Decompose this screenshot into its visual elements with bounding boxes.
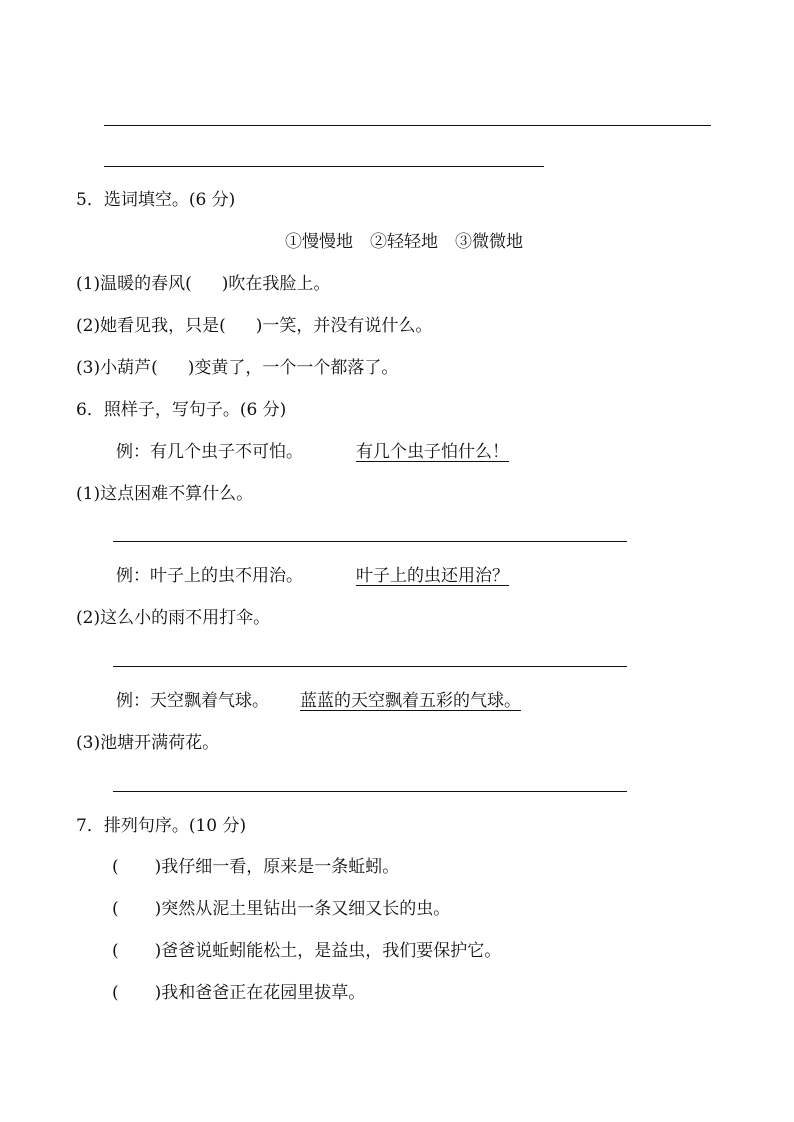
q7-sentence-4: [112, 983, 365, 1003]
q6-example-2-answer: 叶子上的虫还用治？: [356, 566, 509, 586]
q5-item-3-prefix: (3)小葫芦(: [76, 358, 158, 378]
q6-example-1-prompt: 例：有几个虫子不可怕。: [116, 442, 303, 462]
q7-sentence-2-text: )突然从泥土里钻出一条又细又长的虫。: [154, 899, 451, 919]
q7-sentence-2-open: (: [112, 899, 119, 919]
q6-example-1-answer: 有几个虫子怕什么！: [356, 442, 509, 462]
q6-item-1: (1)这点困难不算什么。: [76, 484, 254, 504]
q6-item-2: (2)这么小的雨不用打伞。: [76, 608, 271, 628]
q7-sentence-1-open: (: [112, 857, 119, 877]
q7-sentence-2: [112, 899, 450, 919]
q6-item-2-answer-line[interactable]: [113, 666, 627, 667]
q7-sentence-4-text: )我和爸爸正在花园里拔草。: [154, 983, 366, 1003]
q6-title: 6．照样子，写句子。(6 分): [76, 400, 287, 420]
q7-sentence-1-text: )我仔细一看，原来是一条蚯蚓。: [154, 857, 400, 877]
q5-title: 5．选词填空。(6 分): [76, 190, 236, 210]
q5-item-1-suffix: )吹在我脸上。: [221, 274, 331, 294]
q5-item-3-suffix: )变黄了，一个一个都落了。: [187, 358, 399, 378]
q7-sentence-3: [112, 941, 501, 961]
q7-sentence-3-text: )爸爸说蚯蚓能松土，是益虫，我们要保护它。: [154, 941, 502, 961]
answer-line-top-2[interactable]: [104, 166, 544, 167]
q6-example-3-prompt: 例：天空飘着气球。: [116, 691, 269, 711]
q5-item-1: [76, 274, 330, 294]
q5-item-2-suffix: )一笑，并没有说什么。: [255, 316, 433, 336]
q7-title: 7．排列句序。(10 分): [76, 816, 247, 836]
q6-example-2-prompt: 例：叶子上的虫不用治。: [116, 566, 303, 586]
q5-item-2-prefix: (2)她看见我，只是(: [76, 316, 226, 336]
answer-line-top-1[interactable]: [104, 125, 711, 126]
q5-item-3: [76, 358, 398, 378]
q6-item-1-answer-line[interactable]: [113, 541, 627, 542]
q5-word-options: ①慢慢地 ②轻轻地 ③微微地: [285, 232, 523, 252]
q5-item-2: [76, 316, 432, 336]
q6-item-3-answer-line[interactable]: [113, 791, 627, 792]
q7-sentence-1: [112, 857, 399, 877]
q7-sentence-4-open: (: [112, 983, 119, 1003]
q6-item-3: (3)池塘开满荷花。: [76, 733, 220, 753]
q6-example-3-answer: 蓝蓝的天空飘着五彩的气球。: [300, 691, 521, 711]
q5-item-1-prefix: (1)温暖的春风(: [76, 274, 192, 294]
q7-sentence-3-open: (: [112, 941, 119, 961]
